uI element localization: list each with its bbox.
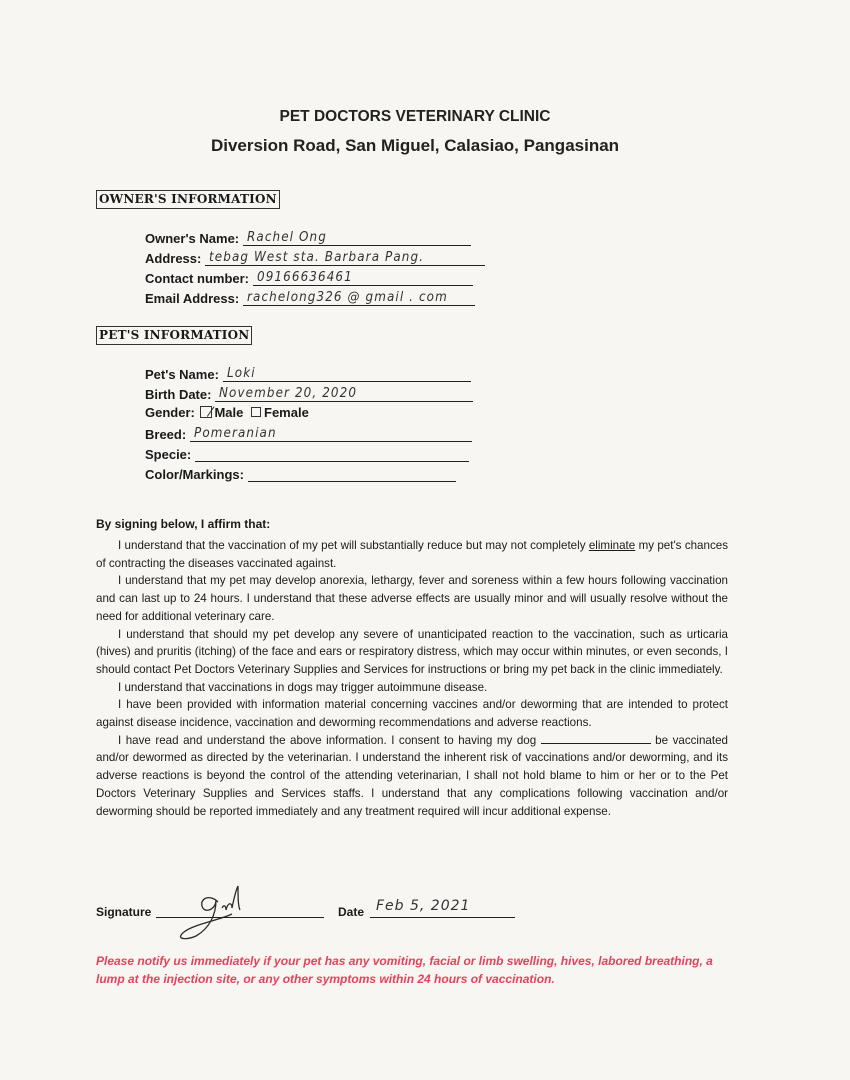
date-value: Feb 5, 2021 [376, 898, 471, 914]
owner-contact-value: 09166636461 [257, 270, 353, 285]
pet-section-title: PET'S INFORMATION [96, 326, 252, 345]
owner-email-value: rachelong326 @ gmail . com [247, 290, 449, 305]
eliminate-underlined: eliminate [588, 539, 636, 552]
affirmation-paragraph-1: I understand that the vaccination of my pet will substantially reduce but may not completely eliminate my pet's chances of contracting the diseases vaccinated against. [96, 539, 728, 570]
pet-name-field[interactable] [145, 365, 471, 383]
pet-specie-label: Specie: [145, 447, 192, 462]
affirmation-paragraph-4: I understand that vaccinations in dogs may trigger autoimmune disease. [118, 680, 488, 694]
owner-name-field[interactable] [145, 229, 471, 247]
owner-name-label: Owner's Name: [145, 231, 240, 246]
affirmation-body [96, 537, 728, 820]
pet-birthdate-value: November 20, 2020 [219, 386, 358, 401]
female-option-label: Female [264, 405, 309, 420]
owner-address-field[interactable] [145, 249, 485, 267]
owner-email-field[interactable] [145, 289, 475, 307]
pet-breed-label: Breed: [145, 427, 187, 442]
male-option-label: Male [214, 405, 244, 420]
owner-name-value: Rachel Ong [247, 230, 328, 245]
pet-birthdate-label: Birth Date: [145, 387, 212, 402]
date-label: Date [338, 905, 365, 919]
owner-section-title: OWNER'S INFORMATION [96, 190, 280, 209]
pet-color-field[interactable] [145, 465, 456, 483]
pet-breed-value: Pomeranian [194, 426, 277, 441]
pet-color-label: Color/Markings: [145, 467, 244, 482]
handwritten-signature [170, 884, 260, 942]
owner-contact-label: Contact number: [145, 271, 249, 286]
affirmation-paragraph-6: I have read and understand the above information. I consent to having my dog be vaccinated and/or dewormed as directed by the veterinarian. I understand the inherent risk of vaccinations and/or deworming, and its adverse reactions is beyond the control of the attending veterinarian, I shall not hold blame to him or her or to the Pet Doctors Veterinary Supplies and Services staffs. I understand that any complications following vaccination and/or deworming should be reported immediately and any treatment required will incur additional expense. [96, 733, 728, 818]
female-checkbox-icon[interactable] [251, 407, 261, 417]
date-line[interactable] [370, 916, 515, 918]
dog-name-blank[interactable] [541, 733, 651, 744]
clinic-name: PET DOCTORS VETERINARY CLINIC [279, 108, 551, 125]
owner-address-label: Address: [145, 251, 202, 266]
affirmation-heading: By signing below, I affirm that: [96, 517, 271, 531]
owner-address-value: tebag West sta. Barbara Pang. [209, 250, 425, 265]
pet-name-label: Pet's Name: [145, 367, 219, 382]
pet-specie-field[interactable] [145, 445, 469, 463]
affirmation-paragraph-5: I have been provided with information material concerning vaccines and/or deworming that are intended to protect against disease incidence, vaccination and deworming recommendations and adverse reactions. [96, 698, 728, 730]
pet-name-value: Loki [226, 366, 256, 381]
pet-gender-field [145, 405, 309, 420]
pet-gender-label: Gender: [145, 405, 195, 420]
pet-birthdate-field[interactable] [145, 385, 473, 403]
owner-contact-field[interactable] [145, 269, 473, 287]
pet-breed-field[interactable] [145, 425, 472, 443]
notice-text: Please notify us immediately if your pet has any vomiting, facial or limb swelling, hives, labored breathing, a lump at the injection site, or any other symptoms within 24 hours of vaccination. [96, 954, 713, 986]
clinic-address: Diversion Road, San Miguel, Calasiao, Pangasinan [210, 136, 620, 155]
signature-label: Signature [96, 905, 152, 919]
owner-email-label: Email Address: [145, 291, 240, 306]
affirmation-paragraph-3: I understand that should my pet develop any severe of unanticipated reaction to the vaccination, such as urticaria (hives) and pruritis (itching) of the face and ears or respiratory distress, which may occur within minutes, or even seconds, I should contact Pet Doctors Veterinary Supplies and Services for instructions or bring my pet back in the clinic immediately. [96, 627, 728, 676]
male-checkbox-checked-icon[interactable] [200, 406, 212, 418]
affirmation-paragraph-2: I understand that my pet may develop anorexia, lethargy, fever and soreness within a few hours following vaccination and can last up to 24 hours. I understand that these adverse effects are usually minor and will usually resolve without the need for additional veterinary care. [96, 574, 728, 623]
